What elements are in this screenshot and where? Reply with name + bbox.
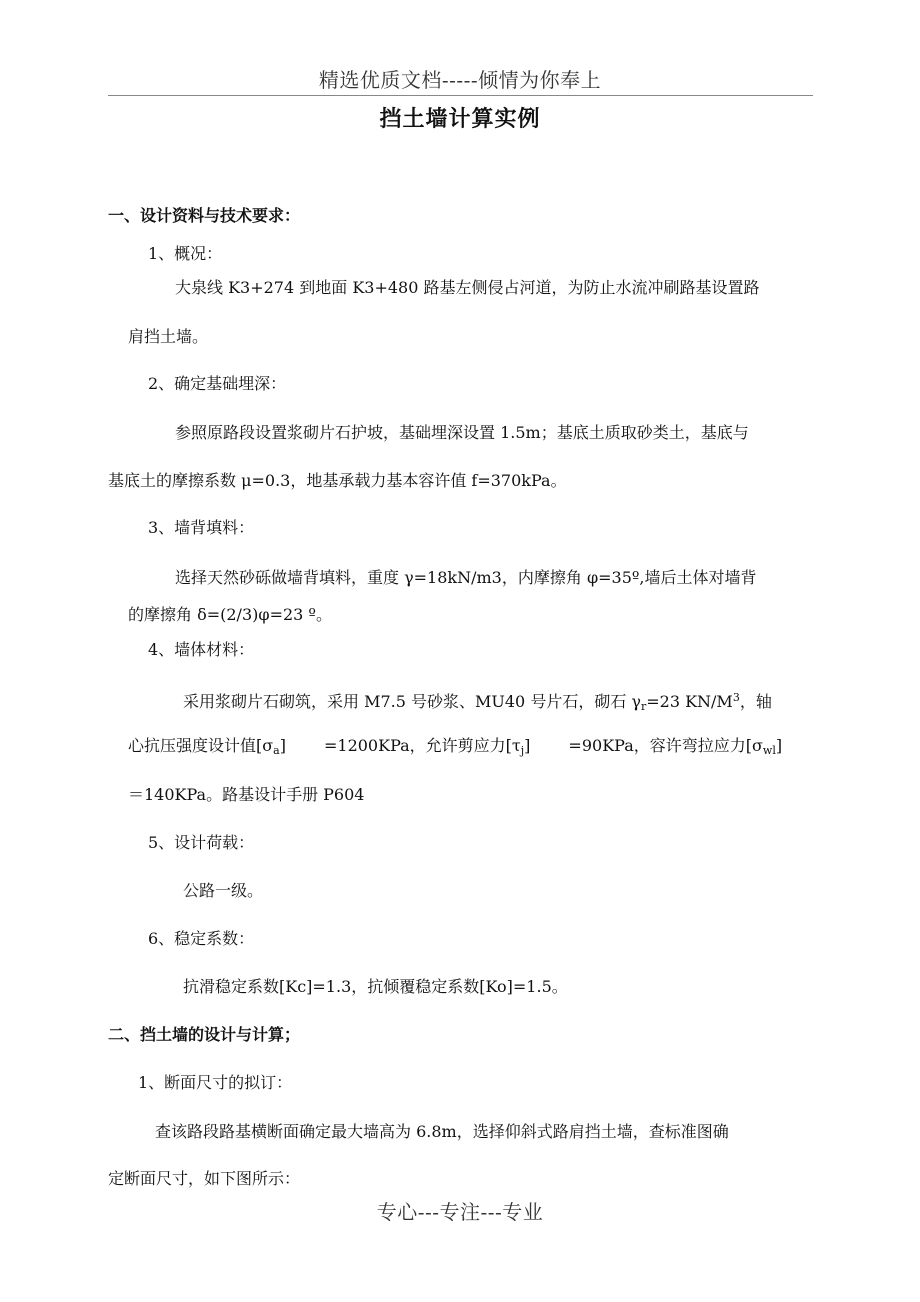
section-heading-2: 二、挡土墙的设计与计算；	[108, 1025, 301, 1044]
foundation-line-2: 基底土的摩擦系数 μ=0.3，地基承载力基本容许值 f=370kPa。	[108, 471, 567, 490]
item-label-backfill: 3、墙背填料：	[148, 518, 255, 537]
section-size-line-2: 定断面尺寸，如下图所示：	[108, 1169, 301, 1188]
material-line-3: ＝140KPa。路基设计手册 P604	[128, 785, 365, 804]
section-size-line-1: 查该路段路基横断面确定最大墙高为 6.8m，选择仰斜式路肩挡土墙，查标准图确	[155, 1122, 729, 1141]
item-label-material: 4、墙体材料：	[148, 640, 255, 659]
material-line-2: 心抗压强度设计值$[\sigma_a] =1200KPa$，允许剪应力$[\tau_j] =90KPa$，容许弯拉应力$[\sigma_{wl}]$	[128, 736, 783, 757]
backfill-line-1: 选择天然砂砾做墙背填料，重度 γ=18kN/m3，内摩擦角 φ=35º,墙后土体对墙背	[175, 568, 757, 587]
item-label-stability: 6、稳定系数：	[148, 929, 255, 948]
backfill-line-2: 的摩擦角 δ=(2/3)φ=23 º。	[128, 605, 332, 624]
overview-line-1: 大泉线 K3+274 到地面 K3+480 路基左侧侵占河道，为防止水流冲刷路基设置路	[175, 278, 760, 297]
material-line-1: 采用浆砌片石砌筑，采用 M7.5 号砂浆、MU40 号片石，砌石 $\gamma_r=23$ $KN/M^3$，轴	[183, 691, 772, 713]
item-label-overview: 1、概况：	[148, 244, 223, 263]
document-title: 挡土墙计算实例	[379, 107, 541, 132]
page-header: 精选优质文档-----倾情为你奉上	[318, 68, 602, 92]
stability-text: 抗滑稳定系数[Kc]=1.3，抗倾覆稳定系数[Ko]=1.5。	[183, 977, 568, 996]
header-divider	[108, 95, 813, 96]
item-label-section-size: 1、断面尺寸的拟订：	[138, 1073, 293, 1092]
page-footer: 专心---专注---专业	[376, 1200, 544, 1224]
overview-line-2: 肩挡土墙。	[128, 327, 209, 346]
load-text: 公路一级。	[183, 881, 264, 900]
item-label-load: 5、设计荷载：	[148, 833, 255, 852]
item-label-foundation: 2、确定基础埋深：	[148, 374, 287, 393]
foundation-line-1: 参照原路段设置浆砌片石护坡，基础埋深设置 1.5m；基底土质取砂类土，基底与	[175, 423, 749, 442]
section-heading-1: 一、设计资料与技术要求：	[108, 206, 301, 225]
